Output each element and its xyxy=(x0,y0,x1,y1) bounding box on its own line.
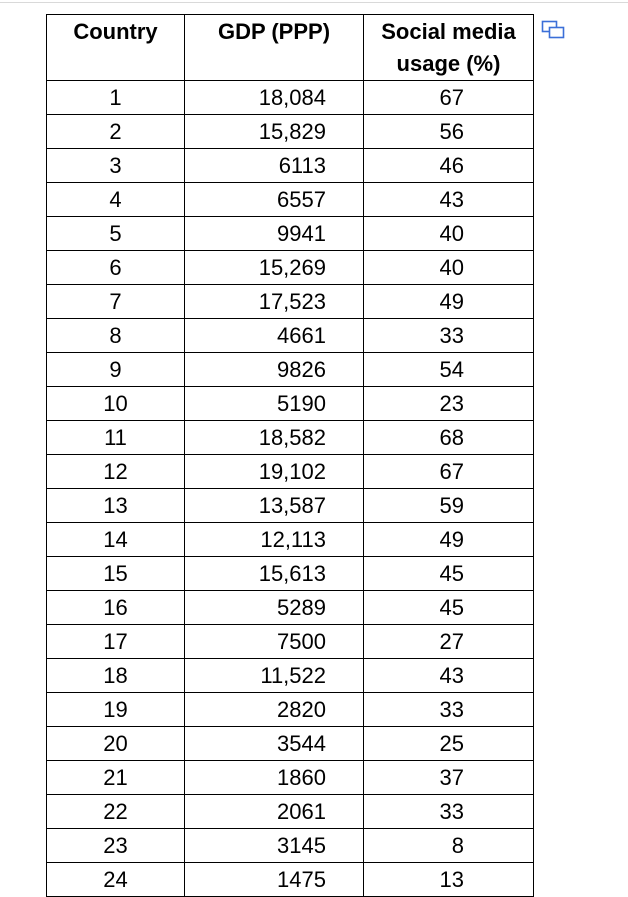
cell-gdp: 5190 xyxy=(185,387,364,421)
cell-gdp: 17,523 xyxy=(185,285,364,319)
cell-gdp: 15,613 xyxy=(185,557,364,591)
cell-social-media-usage: 33 xyxy=(364,319,534,353)
table-row xyxy=(47,795,534,829)
cell-country: 13 xyxy=(47,489,185,523)
cell-country: 10 xyxy=(47,387,185,421)
cell-country: 20 xyxy=(47,727,185,761)
table-row xyxy=(47,659,534,693)
cell-country: 8 xyxy=(47,319,185,353)
cell-social-media-usage: 45 xyxy=(364,591,534,625)
cell-gdp: 9941 xyxy=(185,217,364,251)
cell-country: 18 xyxy=(47,659,185,693)
cell-social-media-usage: 59 xyxy=(364,489,534,523)
cell-social-media-usage: 68 xyxy=(364,421,534,455)
cell-social-media-usage: 13 xyxy=(364,863,534,897)
cell-country: 23 xyxy=(47,829,185,863)
table-row xyxy=(47,319,534,353)
cell-country: 3 xyxy=(47,149,185,183)
cell-gdp: 15,829 xyxy=(185,115,364,149)
header-social-media-usage xyxy=(364,15,534,81)
table-header-row xyxy=(47,15,534,81)
cell-country: 22 xyxy=(47,795,185,829)
cell-country: 6 xyxy=(47,251,185,285)
cell-country: 21 xyxy=(47,761,185,795)
table-row xyxy=(47,489,534,523)
cell-gdp: 11,522 xyxy=(185,659,364,693)
cell-gdp: 4661 xyxy=(185,319,364,353)
table-row xyxy=(47,863,534,897)
table-row xyxy=(47,183,534,217)
header-country: Country xyxy=(47,15,185,81)
cell-social-media-usage: 33 xyxy=(364,693,534,727)
cell-country: 1 xyxy=(47,81,185,115)
cell-country: 15 xyxy=(47,557,185,591)
cell-gdp: 1475 xyxy=(185,863,364,897)
cell-gdp: 15,269 xyxy=(185,251,364,285)
table-row xyxy=(47,217,534,251)
cell-social-media-usage: 56 xyxy=(364,115,534,149)
cell-country: 19 xyxy=(47,693,185,727)
cell-social-media-usage: 49 xyxy=(364,523,534,557)
table-row xyxy=(47,387,534,421)
table-row xyxy=(47,285,534,319)
cell-gdp: 6557 xyxy=(185,183,364,217)
cell-country: 11 xyxy=(47,421,185,455)
cell-country: 7 xyxy=(47,285,185,319)
table-row xyxy=(47,523,534,557)
cell-social-media-usage: 67 xyxy=(364,81,534,115)
table-row xyxy=(47,727,534,761)
cell-social-media-usage: 67 xyxy=(364,455,534,489)
cell-social-media-usage: 43 xyxy=(364,659,534,693)
cell-social-media-usage: 45 xyxy=(364,557,534,591)
cell-social-media-usage: 8 xyxy=(364,829,534,863)
cell-gdp: 3145 xyxy=(185,829,364,863)
cell-gdp: 3544 xyxy=(185,727,364,761)
cell-gdp: 18,582 xyxy=(185,421,364,455)
table-row xyxy=(47,829,534,863)
table-row xyxy=(47,761,534,795)
table-body xyxy=(47,81,534,897)
top-divider xyxy=(0,2,628,3)
table-row xyxy=(47,149,534,183)
cell-gdp: 19,102 xyxy=(185,455,364,489)
table-row xyxy=(47,591,534,625)
cell-country: 4 xyxy=(47,183,185,217)
table-row xyxy=(47,625,534,659)
cell-gdp: 2820 xyxy=(185,693,364,727)
cell-gdp: 12,113 xyxy=(185,523,364,557)
cell-social-media-usage: 27 xyxy=(364,625,534,659)
cell-gdp: 5289 xyxy=(185,591,364,625)
cell-social-media-usage: 40 xyxy=(364,251,534,285)
table-row xyxy=(47,81,534,115)
cell-country: 9 xyxy=(47,353,185,387)
cell-gdp: 18,084 xyxy=(185,81,364,115)
data-table xyxy=(46,14,534,897)
table-row xyxy=(47,421,534,455)
cell-gdp: 7500 xyxy=(185,625,364,659)
cell-country: 17 xyxy=(47,625,185,659)
cell-social-media-usage: 37 xyxy=(364,761,534,795)
cell-social-media-usage: 54 xyxy=(364,353,534,387)
table-row xyxy=(47,251,534,285)
table-row xyxy=(47,115,534,149)
cell-country: 2 xyxy=(47,115,185,149)
cell-gdp: 13,587 xyxy=(185,489,364,523)
header-usage-line1: Social media xyxy=(381,19,516,44)
cell-social-media-usage: 46 xyxy=(364,149,534,183)
cell-country: 12 xyxy=(47,455,185,489)
cell-social-media-usage: 49 xyxy=(364,285,534,319)
cell-gdp: 2061 xyxy=(185,795,364,829)
table-row xyxy=(47,353,534,387)
cell-social-media-usage: 23 xyxy=(364,387,534,421)
copy-table-icon[interactable] xyxy=(541,20,565,40)
table-row xyxy=(47,557,534,591)
cell-social-media-usage: 25 xyxy=(364,727,534,761)
cell-country: 5 xyxy=(47,217,185,251)
cell-social-media-usage: 33 xyxy=(364,795,534,829)
cell-country: 16 xyxy=(47,591,185,625)
cell-social-media-usage: 40 xyxy=(364,217,534,251)
cell-country: 24 xyxy=(47,863,185,897)
cell-country: 14 xyxy=(47,523,185,557)
cell-gdp: 6113 xyxy=(185,149,364,183)
cell-gdp: 1860 xyxy=(185,761,364,795)
data-table-container xyxy=(46,14,534,897)
cell-social-media-usage: 43 xyxy=(364,183,534,217)
header-usage-line2: usage (%) xyxy=(396,51,501,76)
header-gdp: GDP (PPP) xyxy=(185,15,364,81)
cell-gdp: 9826 xyxy=(185,353,364,387)
table-row xyxy=(47,693,534,727)
table-row xyxy=(47,455,534,489)
